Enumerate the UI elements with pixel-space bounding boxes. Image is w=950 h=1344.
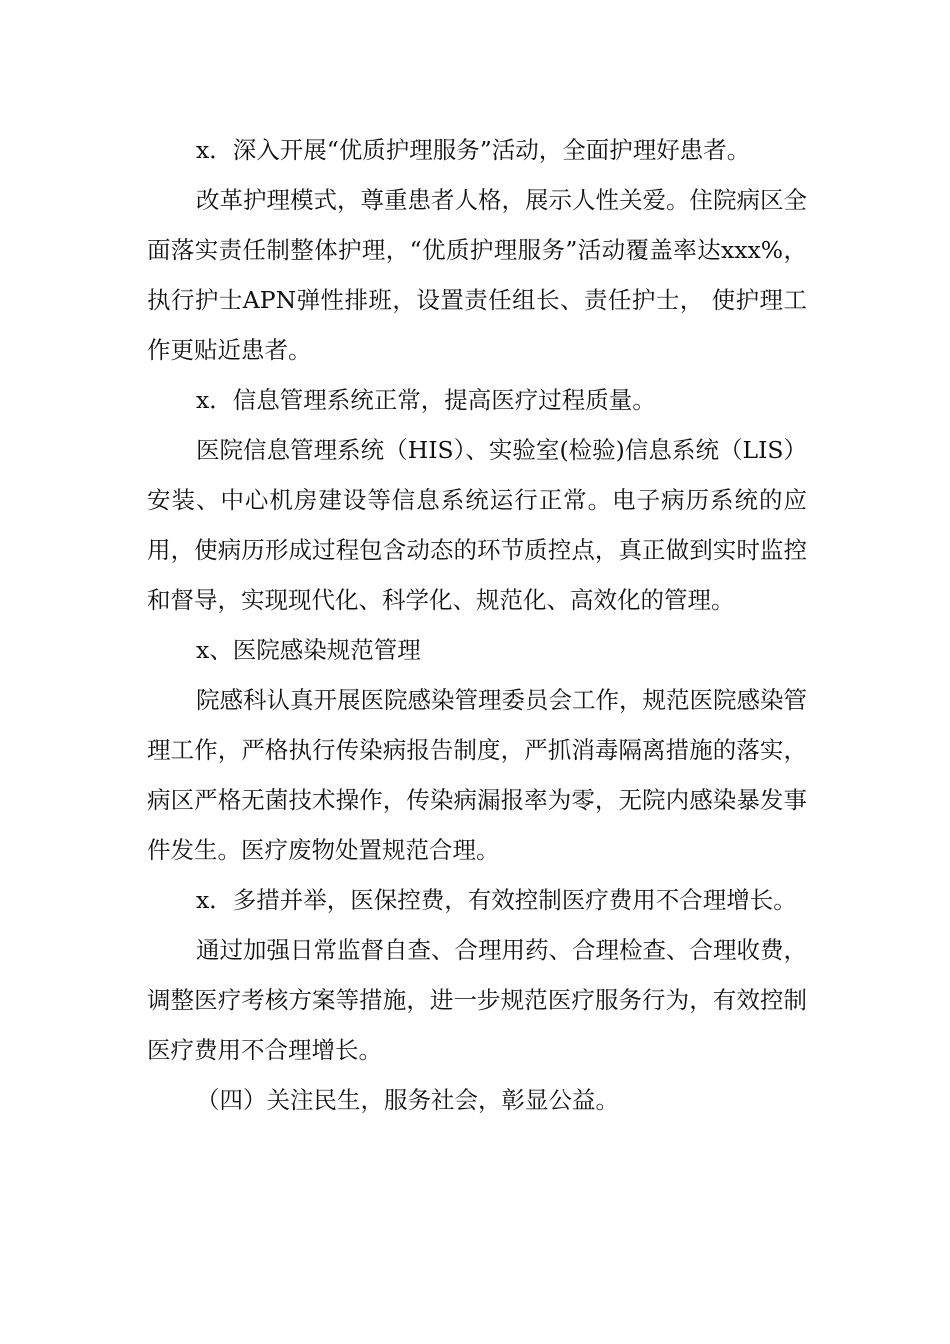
- heading-information-system: x．信息管理系统正常，提高医疗过程质量。: [196, 386, 656, 414]
- paragraph-medical-insurance: 通过加强日常监督自查、合理用药、合理检查、合理收费，调整医疗考核方案等措施，进一步规范医疗服务行为，有效控制医疗费用不合理增长。: [147, 936, 807, 1064]
- paragraph-infection-management: 院感科认真开展医院感染管理委员会工作，规范医院感染管理工作，严格执行传染病报告制度，严抓消毒隔离措施的落实，病区严格无菌技术操作，传染病漏报率为零，无院内感染暴发事件发生。医疗废物处置规范合理。: [147, 686, 807, 864]
- heading-medical-insurance: x．多措并举，医保控费，有效控制医疗费用不合理增长。: [196, 886, 797, 914]
- paragraph-information-system: 医院信息管理系统（HIS）、实验室(检验)信息系统（LIS）安装、中心机房建设等信息系统运行正常。电子病历系统的应用，使病历形成过程包含动态的环节质控点，真正做到实时监控和督导，实现现代化、科学化、规范化、高效化的管理。: [147, 436, 807, 614]
- heading-section-four: （四）关注民生，服务社会，彰显公益。: [196, 1086, 619, 1114]
- heading-infection-management: x、医院感染规范管理: [196, 636, 421, 664]
- paragraph-nursing-reform: 改革护理模式，尊重患者人格，展示人性关爱。住院病区全面落实责任制整体护理，“优质护理服务”活动覆盖率达xxx%，执行护士APN弹性排班，设置责任组长、责任护士， 使护理工作更贴近患者。: [147, 186, 807, 364]
- heading-quality-nursing: x．深入开展“优质护理服务”活动，全面护理好患者。: [196, 136, 751, 164]
- document-body: [147, 125, 807, 1125]
